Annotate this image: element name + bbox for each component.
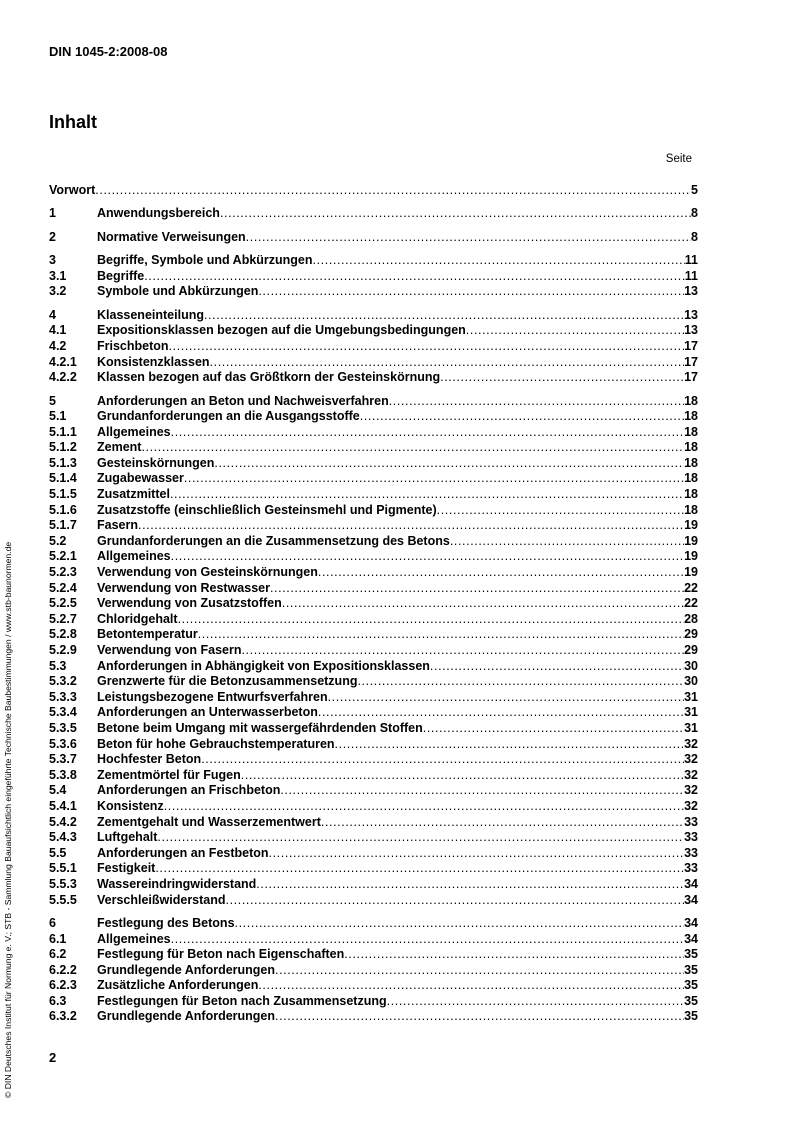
toc-entry-page: 29 [684,627,698,642]
toc-entry-number: 4.2.2 [49,370,77,385]
toc-entry-number: 5.2.1 [49,549,77,564]
toc-entry-number: 4 [49,307,56,322]
toc-entry-page: 30 [684,658,698,673]
toc-entry-page: 18 [684,502,698,517]
toc-entry-title: Konsistenz [97,798,164,813]
toc-dot-leader [164,799,684,815]
toc-entry-title: Chloridgehalt [97,611,178,626]
toc-dot-leader [214,456,684,472]
page-number: 2 [49,1050,57,1065]
toc-entry[interactable] [49,183,698,199]
toc-dot-leader [313,253,685,269]
toc-entry-title: Zusatzstoffe (einschließlich Gesteinsmehl und Pigmente) [97,502,437,517]
toc-entry-number: 5.5.3 [49,876,77,891]
toc-entry-title: Allgemeines [97,549,171,564]
toc-entry-number: 5.5 [49,845,67,860]
toc-entry-number: 6.1 [49,931,67,946]
toc-entry-title: Zementgehalt und Wasserzementwert [97,814,321,829]
toc-entry-number: 6 [49,915,56,930]
toc-entry-number: 5.3.3 [49,689,77,704]
toc-entry-number: 5.2.4 [49,580,77,595]
toc-entry[interactable] [49,830,698,846]
toc-entry-number: 5.2.3 [49,565,77,580]
toc-entry-title: Begriffe, Symbole und Abkürzungen [97,253,313,268]
toc-entry-number: 5.5.1 [49,861,77,876]
toc-entry-title: Anforderungen an Unterwasserbeton [97,705,318,720]
toc-entry-number: 2 [49,229,56,244]
toc-entry[interactable] [49,627,698,643]
toc-dot-leader [171,932,684,948]
toc-entry-title: Normative Verweisungen [97,229,246,244]
toc-dot-leader [275,963,684,979]
toc-entry-number: 5.2.8 [49,627,77,642]
toc-dot-leader [440,370,684,386]
toc-entry-number: 5.1.4 [49,471,77,486]
toc-dot-leader [178,612,685,628]
toc-entry-title: Expositionsklassen bezogen auf die Umgebungsbedingungen [97,323,466,338]
toc-entry-page: 18 [684,440,698,455]
toc-entry-page: 33 [684,830,698,845]
toc-entry-title: Zement [97,440,142,455]
toc-entry-page: 32 [684,798,698,813]
page-column-label: Seite [665,153,692,165]
toc-entry-title: Frischbeton [97,338,169,353]
toc-entry-title: Gesteinskörnungen [97,455,215,470]
toc-entry[interactable] [49,565,698,581]
toc-entry-page: 19 [684,565,698,580]
toc-entry-title: Grundanforderungen an die Ausgangsstoffe [97,409,360,424]
toc-entry-title: Verwendung von Fasern [97,643,242,658]
toc-entry-title: Symbole und Abkürzungen [97,284,259,299]
toc-dot-leader [258,284,684,300]
toc-dot-leader [321,815,684,831]
toc-entry-page: 32 [684,767,698,782]
toc-entry-page: 32 [684,736,698,751]
toc-entry[interactable] [49,978,698,994]
toc-entry-page: 34 [684,915,698,930]
toc-dot-leader [95,183,691,199]
toc-dot-leader [328,690,684,706]
toc-entry-number: 4.2 [49,338,67,353]
toc-entry-title: Leistungsbezogene Entwurfsverfahren [97,689,328,704]
toc-entry[interactable] [49,799,698,815]
toc-entry[interactable] [49,370,698,386]
toc-entry-page: 35 [684,962,698,977]
toc-entry-title: Festlegung des Betons [97,915,235,930]
toc-entry-number: 5.4.3 [49,830,77,845]
toc-entry-title: Allgemeines [97,931,171,946]
toc-entry-number: 3.1 [49,268,67,283]
toc-dot-leader [335,737,685,753]
toc-entry-number: 1 [49,206,56,221]
toc-entry[interactable] [49,230,698,246]
toc-entry-page: 13 [684,284,698,299]
toc-entry-number: 5.1.2 [49,440,77,455]
toc-entry[interactable] [49,783,698,799]
toc-entry[interactable] [49,815,698,831]
toc-entry[interactable] [49,737,698,753]
toc-entry-title: Verschleißwiderstand [97,892,226,907]
toc-entry-page: 35 [684,993,698,1008]
toc-dot-leader [258,978,684,994]
toc-entry-page: 11 [684,268,698,283]
toc-entry-number: 5.5.5 [49,892,77,907]
toc-entry-page: 33 [684,861,698,876]
toc-entry-page: 35 [684,947,698,962]
toc-entry-number: 5.1.3 [49,455,77,470]
toc-entry-page: 17 [684,370,698,385]
toc-entry[interactable] [49,456,698,472]
toc-entry-page: 18 [684,455,698,470]
toc-entry-number: 5.2.7 [49,611,77,626]
toc-dot-leader [360,409,684,425]
toc-entry-page: 35 [684,1009,698,1024]
toc-dot-leader [387,994,684,1010]
toc-dot-leader [184,471,684,487]
toc-entry-page: 8 [691,206,698,221]
toc-entry-title: Klasseneinteilung [97,307,204,322]
toc-entry-number: 4.2.1 [49,354,77,369]
toc-entry[interactable] [49,534,698,550]
toc-dot-leader [241,768,684,784]
toc-entry-page: 35 [684,978,698,993]
toc-entry[interactable] [49,323,698,339]
toc-entry[interactable] [49,503,698,519]
toc-dot-leader [235,916,685,932]
toc-dot-leader [141,440,684,456]
toc-entry-page: 5 [691,183,698,197]
document-id: DIN 1045-2:2008-08 [49,44,168,59]
toc-entry-page: 19 [684,533,698,548]
toc-entry-page: 32 [684,783,698,798]
toc-entry-title: Verwendung von Gesteinskörnungen [97,565,318,580]
toc-entry-number: 5.1 [49,409,67,424]
toc-entry-title: Anforderungen an Festbeton [97,845,269,860]
toc-entry[interactable] [49,768,698,784]
toc-entry-title: Beton für hohe Gebrauchstemperaturen [97,736,335,751]
toc-entry[interactable] [49,877,698,893]
toc-dot-leader [170,487,684,503]
toc-entry[interactable] [49,705,698,721]
toc-dot-leader [450,534,684,550]
toc-entry[interactable] [49,916,698,932]
toc-dot-leader [171,549,684,565]
toc-entry[interactable] [49,206,698,222]
toc-entry-page: 18 [684,393,698,408]
toc-entry[interactable] [49,947,698,963]
toc-entry-title: Verwendung von Zusatzstoffen [97,596,282,611]
toc-dot-leader [226,893,685,909]
toc-entry-page: 18 [684,409,698,424]
toc-entry-title: Wassereindringwiderstand [97,876,257,891]
toc-entry-title: Begriffe [97,268,145,283]
toc-entry-title: Zusätzliche Anforderungen [97,978,259,993]
toc-entry-page: 32 [684,752,698,767]
toc-dot-leader [171,425,684,441]
toc-entry-title: Anforderungen an Beton und Nachweisverfahren [97,393,389,408]
toc-entry-title: Festlegung für Beton nach Eigenschaften [97,947,345,962]
toc-dot-leader [437,503,684,519]
toc-entry-title: Festlegungen für Beton nach Zusammensetzung [97,993,387,1008]
toc-entry-number: 6.3.2 [49,1009,77,1024]
toc-entry-page: 13 [684,323,698,338]
toc-entry[interactable] [49,471,698,487]
toc-entry[interactable] [49,596,698,612]
toc-entry-title: Klassen bezogen auf das Größtkorn der Gesteinskörnung [97,370,441,385]
toc-entry-number: 5.3.8 [49,767,77,782]
toc-entry-number: 5.3.7 [49,752,77,767]
toc-entry-title: Hochfester Beton [97,752,202,767]
toc-dot-leader [423,721,684,737]
toc-entry-number: 6.2.3 [49,978,77,993]
toc-entry-title: Grenzwerte für die Betonzusammensetzung [97,674,358,689]
toc-entry-title: Zusatzmittel [97,487,170,502]
toc-entry-page: 22 [684,580,698,595]
toc-dot-leader [318,565,684,581]
toc-entry[interactable] [49,721,698,737]
toc-dot-leader [144,269,685,285]
toc-dot-leader [198,627,684,643]
toc-entry-page: 18 [684,471,698,486]
toc-entry-title: Grundanforderungen an die Zusammensetzung des Betons [97,533,450,548]
toc-entry[interactable] [49,440,698,456]
toc-dot-leader [344,947,684,963]
toc-entry[interactable] [49,339,698,355]
toc-entry-page: 34 [684,876,698,891]
toc-entry-number: 3 [49,253,56,268]
toc-entry-number: 5.1.6 [49,502,77,517]
toc-entry[interactable] [49,994,698,1010]
toc-entry-title: Allgemeines [97,424,171,439]
toc-entry-title: Zugabewasser [97,471,184,486]
toc-entry-page: 8 [691,229,698,244]
toc-entry[interactable] [49,1009,698,1025]
toc-dot-leader [204,308,684,324]
toc-entry[interactable] [49,963,698,979]
toc-entry-title: Luftgehalt [97,830,158,845]
toc-entry[interactable] [49,284,698,300]
toc-dot-leader [246,230,691,246]
toc-dot-leader [220,206,691,222]
toc-entry-page: 11 [684,253,698,268]
toc-entry-number: 5.3.4 [49,705,77,720]
toc-entry-number: 6.2 [49,947,67,962]
toc-entry-title: Vorwort [49,183,96,197]
toc-dot-leader [430,659,684,675]
toc-entry-title: Konsistenzklassen [97,354,210,369]
toc-entry-page: 33 [684,845,698,860]
toc-entry[interactable] [49,846,698,862]
toc-entry-page: 13 [684,307,698,322]
toc-dot-leader [270,581,684,597]
toc-entry-page: 18 [684,487,698,502]
toc-entry[interactable] [49,308,698,324]
toc-entry[interactable] [49,893,698,909]
toc-entry-number: 5.1.7 [49,518,77,533]
toc-dot-leader [389,394,684,410]
toc-entry[interactable] [49,752,698,768]
toc-entry-title: Anforderungen in Abhängigkeit von Expositionsklassen [97,658,430,673]
toc-entry-number: 5.3.2 [49,674,77,689]
copyright-side-note: © DIN Deutsches Institut für Normung e. V.; STB - Sammlung Bauaufsichtlich eingeführte Technische Baubestimmungen / www.stb-baunormen.de [3,541,13,1098]
table-of-contents [49,183,698,1025]
toc-entry-number: 5.4.2 [49,814,77,829]
toc-entry[interactable] [49,861,698,877]
toc-entry[interactable] [49,487,698,503]
toc-entry[interactable] [49,581,698,597]
toc-entry-number: 5.4.1 [49,798,77,813]
toc-dot-leader [201,752,684,768]
toc-entry-title: Zementmörtel für Fugen [97,767,241,782]
toc-entry[interactable] [49,425,698,441]
toc-entry-title: Anwendungsbereich [97,206,220,221]
toc-entry[interactable] [49,612,698,628]
toc-entry[interactable] [49,518,698,534]
toc-entry-page: 29 [684,643,698,658]
toc-entry-title: Fasern [97,518,138,533]
toc-entry-number: 5.2.5 [49,596,77,611]
toc-entry-page: 22 [684,596,698,611]
toc-entry-page: 34 [684,931,698,946]
toc-entry[interactable] [49,690,698,706]
toc-entry-title: Grundlegende Anforderungen [97,962,276,977]
toc-entry-number: 5.4 [49,783,67,798]
toc-dot-leader [282,596,684,612]
toc-entry-number: 3.2 [49,284,67,299]
toc-entry-page: 17 [684,354,698,369]
toc-dot-leader [318,705,684,721]
toc-entry-page: 19 [684,518,698,533]
toc-entry-number: 5.1.5 [49,487,77,502]
toc-dot-leader [155,861,684,877]
toc-dot-leader [138,518,684,534]
toc-dot-leader [269,846,685,862]
toc-entry-page: 30 [684,674,698,689]
toc-entry-number: 6.3 [49,993,67,1008]
toc-entry-page: 31 [684,689,698,704]
toc-entry-title: Anforderungen an Frischbeton [97,783,281,798]
toc-entry[interactable] [49,253,698,269]
toc-entry-page: 19 [684,549,698,564]
toc-entry-page: 34 [684,892,698,907]
toc-entry[interactable] [49,659,698,675]
toc-entry-number: 5 [49,393,56,408]
toc-entry-number: 5.3.5 [49,720,77,735]
toc-entry-number: 5.2 [49,533,67,548]
toc-dot-leader [357,674,684,690]
toc-entry[interactable] [49,932,698,948]
toc-entry-page: 17 [684,338,698,353]
toc-dot-leader [466,323,684,339]
toc-entry-title: Betone beim Umgang mit wassergefährdenden Stoffen [97,720,423,735]
toc-entry[interactable] [49,674,698,690]
toc-dot-leader [210,355,685,371]
toc-entry-number: 5.3 [49,658,67,673]
toc-entry-title: Betontemperatur [97,627,198,642]
toc-entry[interactable] [49,394,698,410]
toc-dot-leader [241,643,684,659]
toc-entry-title: Grundlegende Anforderungen [97,1009,276,1024]
toc-dot-leader [157,830,684,846]
toc-entry[interactable] [49,409,698,425]
page-title: Inhalt [49,112,97,132]
toc-entry-page: 28 [684,611,698,626]
toc-entry-number: 6.2.2 [49,962,77,977]
toc-entry-number: 4.1 [49,323,67,338]
toc-entry-title: Festigkeit [97,861,156,876]
toc-entry-number: 5.3.6 [49,736,77,751]
toc-entry-page: 31 [684,720,698,735]
toc-entry[interactable] [49,355,698,371]
toc-entry-page: 33 [684,814,698,829]
toc-dot-leader [169,339,685,355]
toc-entry-page: 18 [684,424,698,439]
toc-entry[interactable] [49,549,698,565]
toc-dot-leader [275,1009,684,1025]
toc-entry-number: 5.2.9 [49,643,77,658]
toc-entry[interactable] [49,643,698,659]
toc-entry-page: 31 [684,705,698,720]
toc-dot-leader [256,877,684,893]
toc-entry-title: Verwendung von Restwasser [97,580,270,595]
toc-dot-leader [280,783,684,799]
toc-entry[interactable] [49,269,698,285]
toc-entry-number: 5.1.1 [49,424,77,439]
